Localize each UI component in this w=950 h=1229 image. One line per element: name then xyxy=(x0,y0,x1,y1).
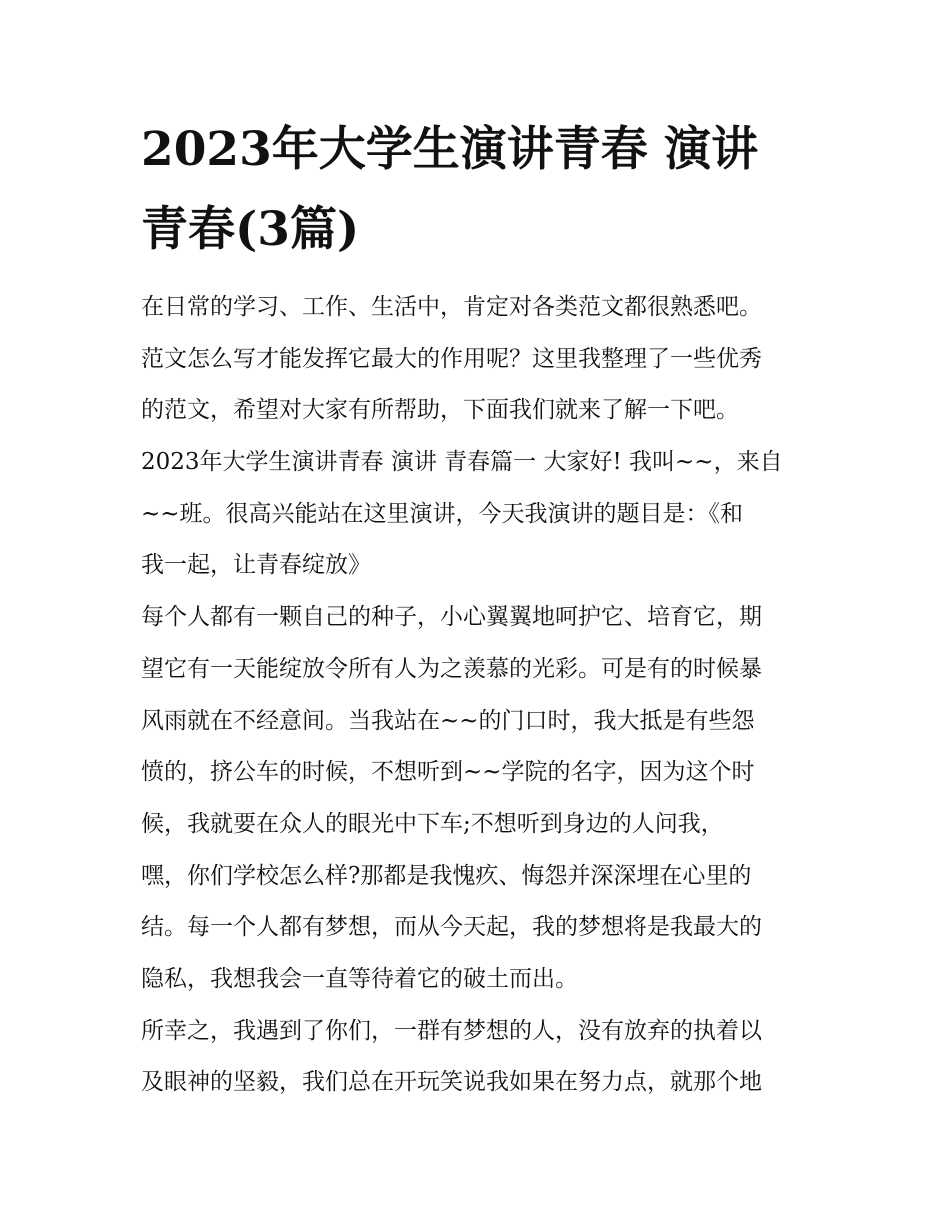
body-line: 望它有一天能绽放令所有人为之羡慕的光彩。可是有的时候暴 xyxy=(141,655,762,682)
body-line: 所幸之，我遇到了你们，一群有梦想的人，没有放弃的执着以 xyxy=(141,1017,762,1044)
body-line: 嘿，你们学校怎么样?那都是我愧疚、悔怨并深深埋在心里的 xyxy=(141,862,752,889)
document-title xyxy=(141,110,821,270)
body-line: 2023年大学生演讲青春 演讲 青春篇一 大家好! 我叫~~，来自 xyxy=(141,449,783,476)
body-line: 候，我就要在众人的眼光中下车;不想听到身边的人问我， xyxy=(141,810,724,837)
body-line: ~~班。很高兴能站在这里演讲，今天我演讲的题目是：《和 xyxy=(141,500,744,527)
body-line: 及眼神的坚毅，我们总在开玩笑说我如果在努力点，就那个地 xyxy=(141,1069,762,1096)
title-line-2: 青春(3篇) xyxy=(141,202,360,257)
body-line: 的范文，希望对大家有所帮助，下面我们就来了解一下吧。 xyxy=(141,397,739,424)
body-line: 愤的，挤公车的时候，不想听到~~学院的名字，因为这个时 xyxy=(141,759,755,786)
body-line: 在日常的学习、工作、生活中，肯定对各类范文都很熟悉吧。 xyxy=(141,294,762,320)
title-line-1: 2023年大学生演讲青春 演讲 xyxy=(141,122,759,177)
body-line: 结。每一个人都有梦想，而从今天起，我的梦想将是我最大的 xyxy=(141,914,762,941)
body-line: 每个人都有一颗自己的种子，小心翼翼地呵护它、培育它，期 xyxy=(141,604,762,631)
body-text xyxy=(141,282,817,1109)
body-line: 范文怎么写才能发挥它最大的作用呢？这里我整理了一些优秀 xyxy=(141,345,762,372)
body-line: 风雨就在不经意间。当我站在~~的门口时，我大抵是有些怨 xyxy=(141,707,755,734)
body-line: 我一起，让青春绽放》 xyxy=(141,552,371,579)
body-line: 隐私，我想我会一直等待着它的破土而出。 xyxy=(141,965,578,992)
